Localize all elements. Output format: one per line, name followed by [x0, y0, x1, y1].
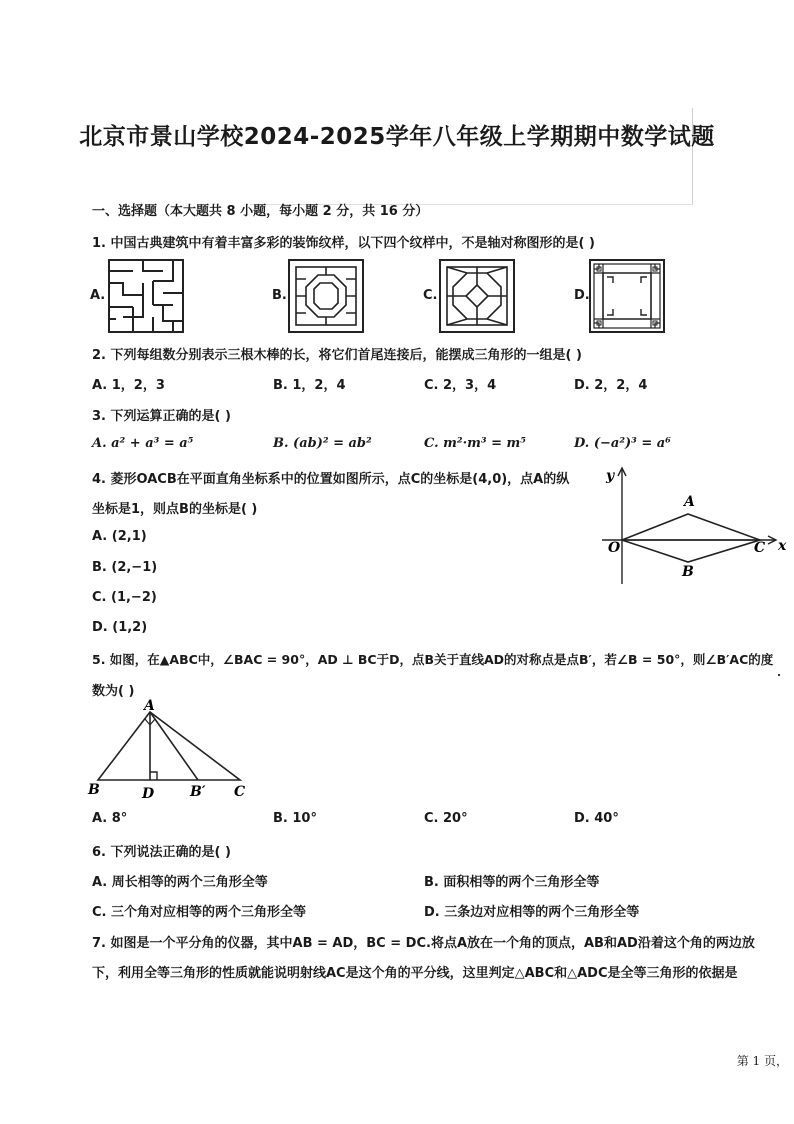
point-a-label: A — [144, 698, 155, 714]
q6-option-b: B. 面积相等的两个三角形全等 — [424, 875, 600, 890]
q2-option-c: C. 2，3，4 — [424, 378, 497, 393]
question-7-stem-line1: 7. 如图是一个平分角的仪器，其中AB = AD，BC = DC.将点A放在一个角的顶点，AB和AD沿着这个角的两边放 — [92, 936, 755, 951]
q6-option-a: A. 周长相等的两个三角形全等 — [92, 875, 268, 890]
q3-option-a: A. a² + a³ = a⁵ — [92, 436, 194, 451]
q1-label-c: C. — [423, 288, 438, 303]
q3-option-c: C. m²·m³ = m⁵ — [424, 436, 526, 451]
q2-option-a: A. 1，2，3 — [92, 378, 165, 393]
point-c-label: C — [234, 784, 246, 800]
right-angle-mark-d — [150, 772, 157, 780]
q2-option-d: D. 2，2，4 — [574, 378, 648, 393]
q5-option-d: D. 40° — [574, 811, 619, 826]
q1-label-d: D. — [574, 288, 590, 303]
question-1-stem: 1. 中国古典建筑中有着丰富多彩的装饰纹样，以下四个纹样中，不是轴对称图形的是( ) — [92, 236, 595, 251]
q1-label-a: A. — [90, 288, 106, 303]
point-b-prime-label: B′ — [190, 784, 206, 800]
q4-option-b: B. (2,−1) — [92, 560, 158, 575]
rhombus-shape — [622, 514, 760, 562]
page-title: 北京市景山学校2024-2025学年八年级上学期期中数学试题 — [79, 124, 715, 150]
pattern-a-figure — [108, 259, 184, 333]
point-a-label: A — [684, 494, 695, 510]
question-4-stem-line1: 4. 菱形OACB在平面直角坐标系中的位置如图所示，点C的坐标是(4,0)，点A的纵 — [92, 472, 570, 487]
point-c-label: C — [754, 540, 766, 556]
point-b-label: B — [682, 564, 694, 580]
question-5-stem-line2: 数为( ) — [92, 684, 135, 699]
q5-option-a: A. 8° — [92, 811, 128, 826]
x-label: x — [778, 538, 787, 554]
q6-option-d: D. 三条边对应相等的两个三角形全等 — [424, 905, 640, 920]
rhombus-coordinate-figure — [592, 462, 792, 587]
question-2-stem: 2. 下列每组数分别表示三根木棒的长，将它们首尾连接后，能摆成三角形的一组是( ) — [92, 348, 582, 363]
y-label: y — [606, 468, 615, 484]
q2-option-b: B. 1，2，4 — [273, 378, 346, 393]
pattern-d-figure — [589, 259, 665, 333]
point-b-label: B — [88, 782, 100, 798]
right-triangle-figure — [86, 700, 256, 804]
pattern-c-figure — [439, 259, 515, 333]
page-number: 第 1 页， — [736, 1054, 788, 1068]
q6-option-c: C. 三个角对应相等的两个三角形全等 — [92, 905, 307, 920]
point-o-label: O — [608, 540, 621, 556]
q4-option-c: C. (1,−2) — [92, 590, 157, 605]
q3-option-b: B. (ab)² = ab² — [273, 436, 372, 451]
pattern-b-figure — [288, 259, 364, 333]
question-4-stem-line2: 坐标是1，则点B的坐标是( ) — [92, 502, 258, 517]
section-heading: 一、选择题（本大题共 8 小题，每小题 2 分，共 16 分） — [92, 204, 429, 219]
triangle-abc — [98, 712, 240, 780]
q5-option-b: B. 10° — [273, 811, 317, 826]
q1-label-b: B. — [272, 288, 287, 303]
q4-option-d: D. (1,2) — [92, 620, 148, 635]
point-d-label: D — [142, 786, 155, 802]
question-3-stem: 3. 下列运算正确的是( ) — [92, 409, 231, 424]
question-7-stem-line2: 下，利用全等三角形的性质就能说明射线AC是这个角的平分线，这里判定△ABC和△ADC是全等三角形的依据是 — [92, 966, 738, 981]
q5-option-c: C. 20° — [424, 811, 468, 826]
question-6-stem: 6. 下列说法正确的是( ) — [92, 845, 231, 860]
question-5-stem-line1: 5. 如图，在▲ABC中，∠BAC = 90°，AD ⊥ BC于D，点B关于直线AD的对称点是点B′，若∠B = 50°，则∠B′AC的度 — [92, 652, 774, 667]
q3-option-d: D. (−a²)³ = a⁶ — [574, 436, 671, 451]
q4-option-a: A. (2,1) — [92, 529, 147, 544]
segment-ab-prime — [150, 712, 198, 780]
scan-speck — [778, 674, 780, 676]
